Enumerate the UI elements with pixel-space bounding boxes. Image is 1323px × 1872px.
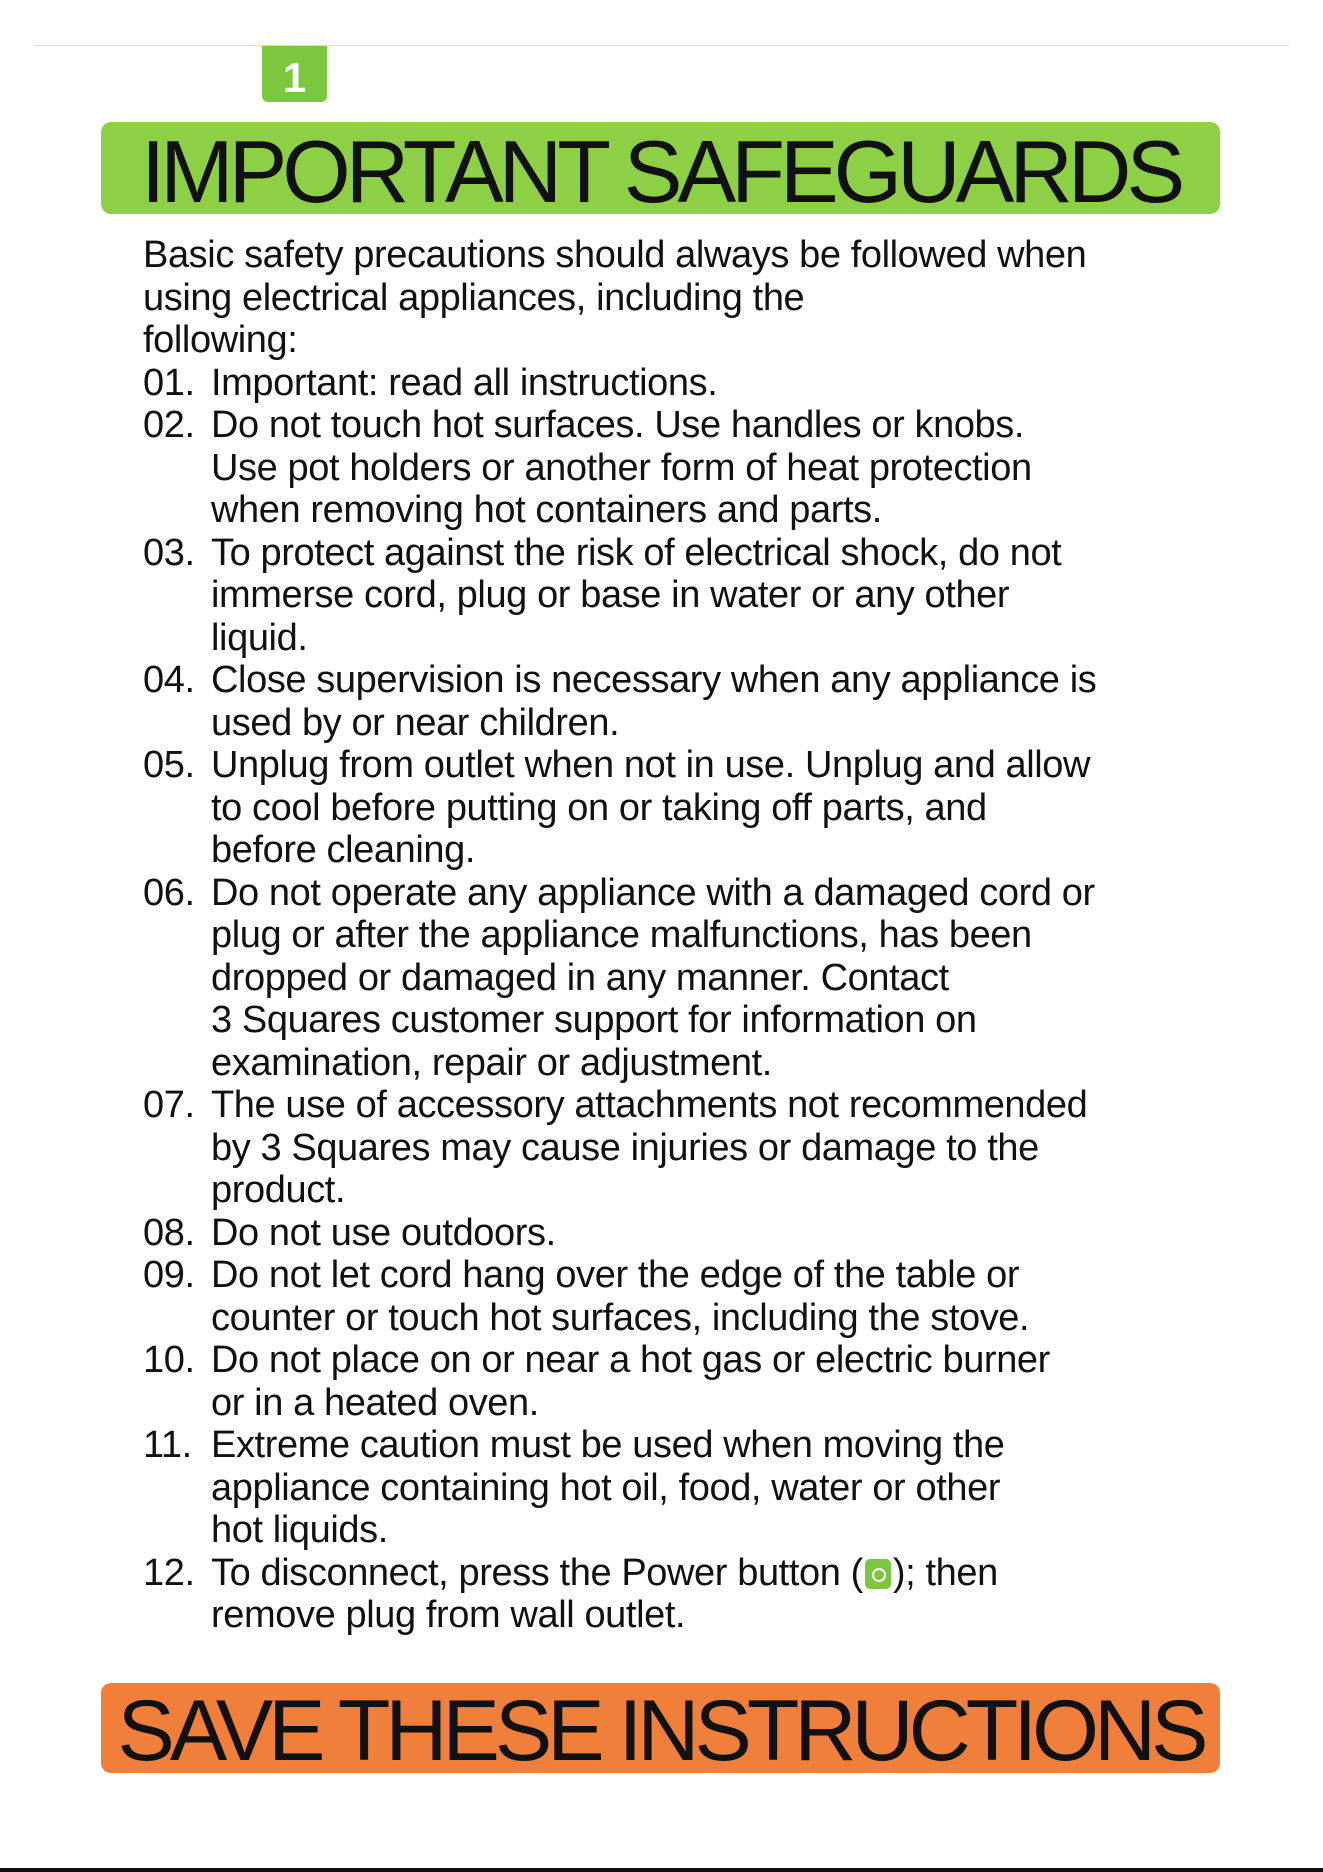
item-line: Close supervision is necessary when any appliance is — [211, 659, 1097, 701]
item-number: 06. — [143, 871, 195, 914]
item-line: 3 Squares customer support for information on — [211, 999, 977, 1041]
item-line: Do not place on or near a hot gas or electric burner — [211, 1339, 1050, 1381]
item-text — [211, 744, 1193, 872]
item-line: remove plug from wall outlet. — [211, 1594, 686, 1636]
save-instructions-banner — [101, 1683, 1220, 1779]
item-text — [211, 1339, 1193, 1424]
safeguard-item — [143, 404, 1193, 532]
safeguards-content — [143, 234, 1193, 1637]
item-line: to cool before putting on or taking off parts, and — [211, 786, 987, 829]
item-line: when removing hot containers and parts. — [211, 489, 882, 531]
item-line: or in a heated oven. — [211, 1381, 539, 1424]
safeguard-item — [143, 362, 1193, 405]
item-number: 12. — [143, 1551, 195, 1594]
item-line: The use of accessory attachments not recommended — [211, 1084, 1088, 1126]
safeguard-item — [143, 1212, 1193, 1255]
item-line-part: To disconnect, press the Power button ( — [211, 1551, 863, 1594]
page-number-badge: 1 — [262, 46, 327, 102]
safeguard-item — [143, 532, 1193, 660]
item-line: Do not touch hot surfaces. Use handles or knobs. — [211, 404, 1025, 446]
item-number: 03. — [143, 531, 195, 574]
item-line: Do not operate any appliance with a damaged cord or — [211, 871, 1095, 914]
title-banner — [101, 122, 1220, 221]
item-line: dropped or damaged in any manner. Contact — [211, 956, 949, 999]
item-line: appliance containing hot oil, food, water or other — [211, 1466, 1001, 1509]
item-line: plug or after the appliance malfunctions, has been — [211, 914, 1032, 956]
item-number: 10. — [143, 1339, 195, 1381]
item-line: counter or touch hot surfaces, including the stove. — [211, 1296, 1030, 1339]
item-line: Unplug from outlet when not in use. Unplug and allow — [211, 744, 1091, 786]
item-text — [211, 659, 1193, 744]
safeguard-list — [143, 362, 1193, 1637]
item-number: 08. — [143, 1211, 195, 1254]
item-number: 04. — [143, 659, 195, 701]
safeguard-item — [143, 1084, 1193, 1212]
save-instructions-text: SAVE THESE INSTRUCTIONS — [117, 1683, 1204, 1779]
item-line: Use pot holders or another form of heat protection — [211, 446, 1032, 489]
item-text — [211, 872, 1193, 1085]
item-number: 09. — [143, 1254, 195, 1296]
item-line: liquid. — [211, 616, 308, 659]
item-line: To protect against the risk of electrical shock, do not — [211, 531, 1062, 574]
intro-line: Basic safety precautions should always be followed when — [143, 234, 1087, 276]
item-line: used by or near children. — [211, 701, 620, 744]
safeguard-item — [143, 659, 1193, 744]
safeguard-item — [143, 1254, 1193, 1339]
item-line: Do not use outdoors. — [211, 1211, 556, 1254]
item-line: product. — [211, 1169, 346, 1211]
top-divider — [34, 45, 1289, 46]
intro-paragraph — [143, 234, 1193, 362]
item-text — [211, 532, 1193, 660]
power-button-icon — [865, 1559, 891, 1589]
item-line: immerse cord, plug or base in water or any other — [211, 574, 1010, 616]
safeguard-item — [143, 1552, 1193, 1637]
item-line-part: ); then — [892, 1551, 998, 1594]
item-text — [211, 404, 1193, 532]
item-number: 11. — [143, 1424, 192, 1466]
item-number: 07. — [143, 1084, 195, 1126]
item-text — [211, 1084, 1193, 1212]
item-text — [211, 362, 1193, 405]
item-number: 02. — [143, 404, 195, 446]
item-line: by 3 Squares may cause injuries or damage to the — [211, 1126, 1039, 1169]
item-text — [211, 1424, 1193, 1552]
item-line: before cleaning. — [211, 829, 476, 871]
item-text — [211, 1552, 1193, 1637]
item-number: 01. — [143, 361, 195, 404]
safeguard-item — [143, 1339, 1193, 1424]
bottom-divider — [0, 1868, 1323, 1872]
intro-line: using electrical appliances, including the — [143, 276, 805, 319]
safeguard-item — [143, 744, 1193, 872]
page-title: IMPORTANT SAFEGUARDS — [140, 122, 1181, 221]
item-text — [211, 1254, 1193, 1339]
item-text — [211, 1212, 1193, 1255]
item-line: Extreme caution must be used when moving the — [211, 1424, 1005, 1466]
item-line — [211, 1552, 1193, 1595]
safeguard-item — [143, 1424, 1193, 1552]
item-line: hot liquids. — [211, 1509, 388, 1551]
item-line: examination, repair or adjustment. — [211, 1041, 772, 1084]
item-number: 05. — [143, 744, 195, 786]
item-line: Important: read all instructions. — [211, 361, 718, 404]
intro-line: following: — [143, 319, 298, 361]
safeguard-item — [143, 872, 1193, 1085]
item-line: Do not let cord hang over the edge of the table or — [211, 1254, 1020, 1296]
